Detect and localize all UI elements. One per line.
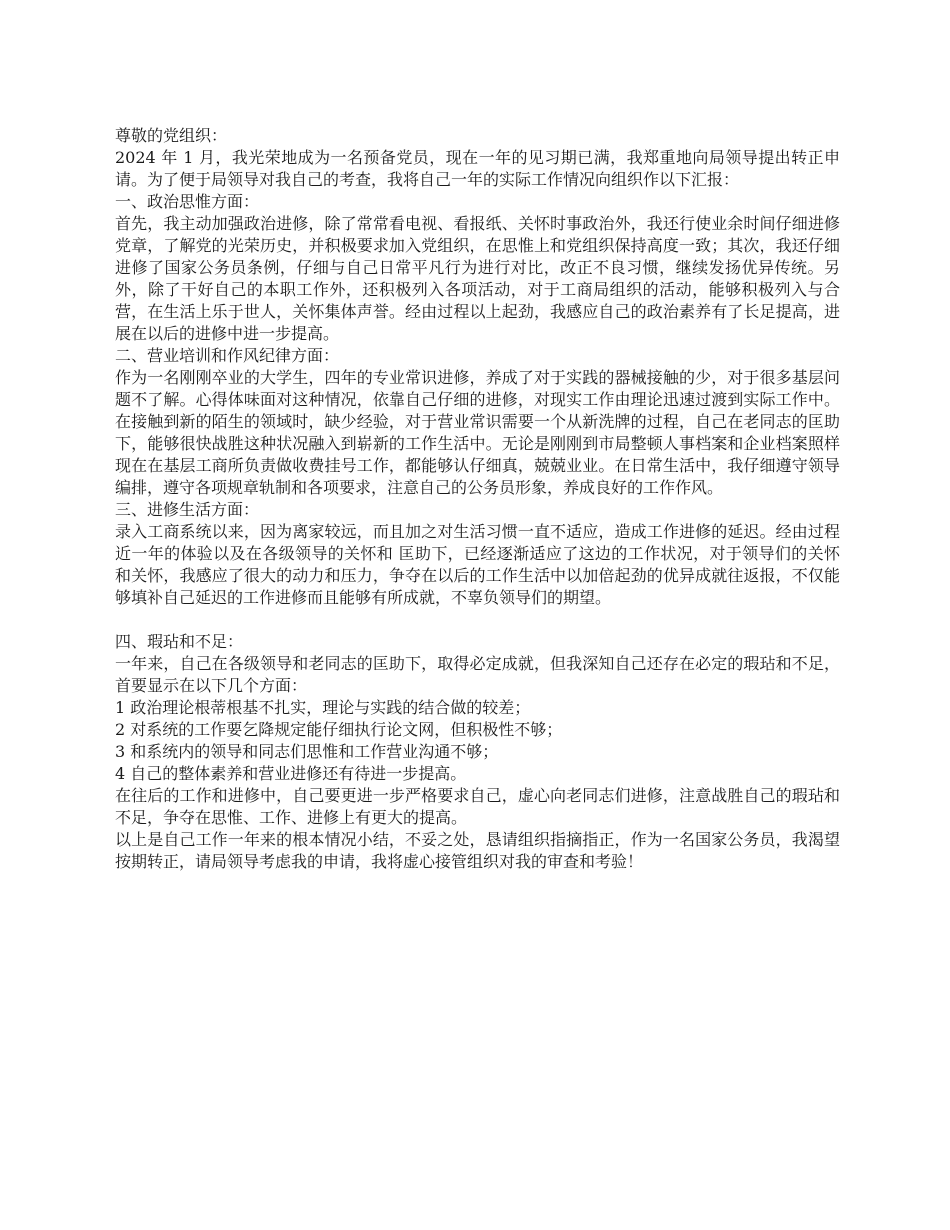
list-item: 2 对系统的工作要乞降规定能仔细执行论文网，但积极性不够； <box>115 720 563 739</box>
paragraph-gap <box>115 609 840 631</box>
closing-paragraph-request: 以上是自己工作一年来的根本情况小结，不妥之处，恳请组织指摘指正，作为一名国家公务员，我渴望按期转正，请局领导考虑我的申请，我将虚心接管组织对我的审查和考验！ <box>115 830 840 871</box>
document-body <box>115 125 840 873</box>
intro-paragraph: 2024 年 1 月，我光荣地成为一名预备党员，现在一年的见习期已满，我郑重地向局领导提出转正申请。为了便于局领导对我自己的考查，我将自己一年的实际工作情况向组织作以下汇报： <box>115 148 840 189</box>
list-item: 1 政治理论根蒂根基不扎实，理论与实践的结合做的较差； <box>115 698 531 717</box>
section-heading-training: 二、营业培训和作风纪律方面： <box>115 346 340 365</box>
section-body-shortcomings: 一年来，自己在各级领导和老同志的匡助下，取得必定成就，但我深知自己还存在必定的瑕玷和不足，首要显示在以下几个方面： <box>115 654 840 695</box>
list-item: 3 和系统内的领导和同志们思惟和工作营业沟通不够； <box>115 742 499 761</box>
section-body-political: 首先，我主动加强政治进修，除了常常看电视、看报纸、关怀时事政治外，我还行使业余时间仔细进修党章，了解党的光荣历史，并积极要求加入党组织，在思惟上和党组织保持高度一致；其次，我还仔细进修了国家公务员条例，仔细与自己日常平凡行为进行对比，改正不良习惯，继续发扬优异传统。另外，除了干好自己的本职工作外，还积极列入各项活动，对于工商局组织的活动，能够积极列入与合营，在生活上乐于世人，关怀集体声誉。经由过程以上起劲，我感应自己的政治素养有了长足提高，进展在以后的进修中进一步提高。 <box>115 214 840 343</box>
section-heading-study-life: 三、进修生活方面： <box>115 500 260 519</box>
list-item: 4 自己的整体素养和营业进修还有待进一步提高。 <box>115 764 467 783</box>
closing-paragraph-plan: 在往后的工作和进修中，自己要更进一步严格要求自己，虚心向老同志们进修，注意战胜自己的瑕玷和不足，争夺在思惟、工作、进修上有更大的提高。 <box>115 786 840 827</box>
section-heading-political: 一、政治思惟方面： <box>115 192 260 211</box>
section-body-training: 作为一名刚刚卒业的大学生，四年的专业常识进修，养成了对于实践的器械接触的少，对于很多基层问题不了解。心得体味面对这种情况，依靠自己仔细的进修，对现实工作由理论迅速过渡到实际工作中。在接触到新的陌生的领域时，缺少经验，对于营业常识需要一个从新洗牌的过程，自己在老同志的匡助下，能够很快战胜这种状况融入到崭新的工作生活中。无论是刚刚到市局整顿人事档案和企业档案照样现在在基层工商所负责做收费挂号工作，都能够认仔细真，兢兢业业。在日常生活中，我仔细遵守领导编排，遵守各项规章轨制和各项要求，注意自己的公务员形象，养成良好的工作作风。 <box>115 368 840 497</box>
section-heading-shortcomings: 四、瑕玷和不足： <box>115 632 244 651</box>
salutation: 尊敬的党组织： <box>115 126 228 145</box>
section-body-study-life: 录入工商系统以来，因为离家较远，而且加之对生活习惯一直不适应，造成工作进修的延迟。经由过程近一年的体验以及在各级领导的关怀和 匡助下，已经逐渐适应了这边的工作状况，对于领导们的关怀和关怀，我感应了很大的动力和压力，争夺在以后的工作生活中以加倍起劲的优异成就往返报，不仅能够填补自己延迟的工作进修而且能够有所成就，不辜负领导们的期望。 <box>115 522 840 607</box>
